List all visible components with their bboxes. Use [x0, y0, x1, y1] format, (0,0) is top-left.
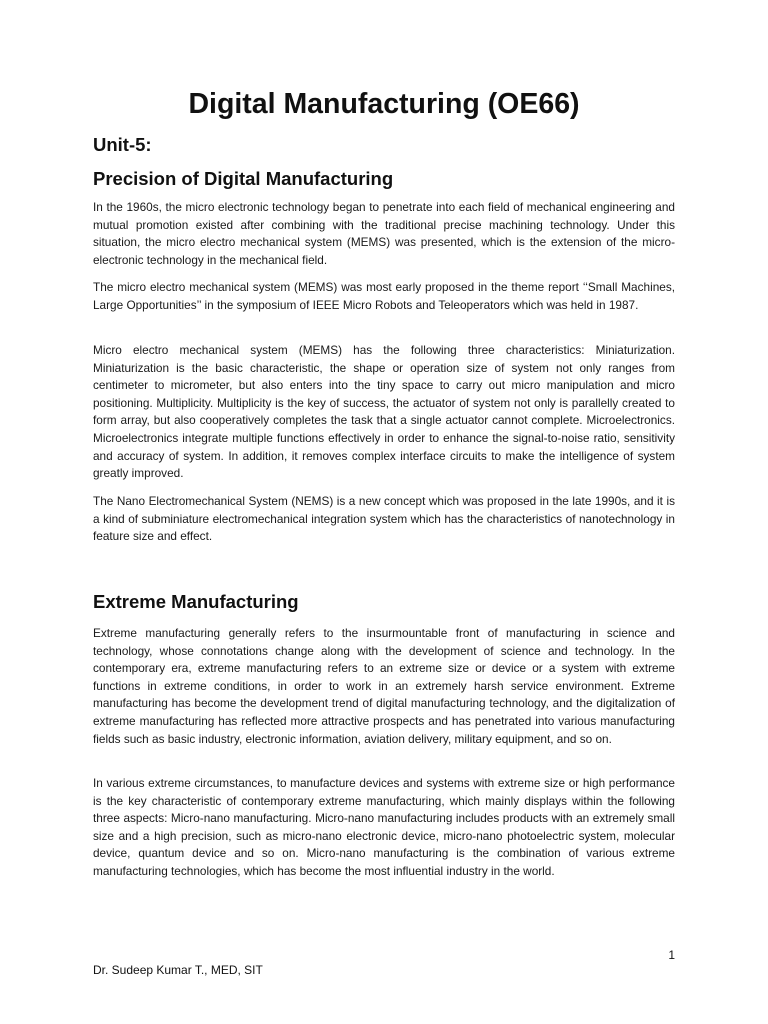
paragraph: In the 1960s, the micro electronic technology began to penetrate into each field of mechanical engineering and mutual promotion existed after combining with the traditional precise machining technology. Under this situation, the micro electro mechanical system (MEMS) was presented, which is the extension of the micro‐electronic technology in the mechanical field. [93, 200, 675, 267]
section-heading-extreme: Extreme Manufacturing [93, 591, 299, 612]
document-title: Digital Manufacturing (OE66) [188, 88, 580, 120]
paragraph: In various extreme circumstances, to manufacture devices and systems with extreme size or high performance is the key characteristic of contemporary extreme manufacturing, which mainly displays within the following three aspects: Micro-nano manufacturing. Micro-nano manufacturing includes products with an extremely small size and a high precision, such as micro-nano electronic device, micro-nano photoelectric system, molecular device, quantum device and so on. Micro-nano manufacturing is the combination of various extreme manufacturing technologies, which has become the most influential industry in the world. [93, 776, 675, 878]
paragraph: Micro electro mechanical system (MEMS) has the following three characteristics: Miniaturization. Miniaturization is the basic characteristic, the shape or operation size of system not only ranges from centimeter to micrometer, but also enters into the tiny space to carry out micro manipulation and micro positioning. Multiplicity. Multiplicity is the key of success, the actuator of system not only is parallelly created to form array, but also cooperatively completes the task that a single actuator cannot complete. Microelectronics. Microelectronics integrate multiple functions effectively in order to enhance the signal-to-noise ratio, sensitivity and accuracy of system. In addition, it removes complex interface circuits to make the intelligence of system greatly improved. [93, 343, 675, 481]
unit-heading: Unit-5: [93, 134, 152, 155]
page-number: 1 [668, 948, 675, 962]
paragraph: The Nano Electromechanical System (NEMS) is a new concept which was proposed in the late 1990s, and it is a kind of subminiature electromechanical integration system which has the characteristics of nanotechnology in feature size and effect. [93, 494, 675, 544]
paragraph: The micro electro mechanical system (MEMS) was most early proposed in the theme report ‘‘Small Machines, Large Opportunities’’ in the symposium of IEEE Micro Robots and Teleoperators which was held in 1987. [93, 280, 675, 312]
page-footer: Dr. Sudeep Kumar T., MED, SIT [93, 963, 263, 977]
section-heading-precision: Precision of Digital Manufacturing [93, 168, 394, 189]
paragraph: Extreme manufacturing generally refers to the insurmountable front of manufacturing in science and technology, whose connotations change along with the development of science and technology. In the contemporary era, extreme manufacturing refers to an extreme size or device or a system with extreme functions in extreme conditions, in order to work in an extremely harsh service environment. Extreme manufacturing has become the development trend of digital manufacturing technology, and the digitalization of extreme manufacturing has reflected more attractive prospects and has penetrated into various manufacturing fields such as basic industry, electronic information, aviation delivery, military equipment, and so on. [93, 626, 675, 746]
